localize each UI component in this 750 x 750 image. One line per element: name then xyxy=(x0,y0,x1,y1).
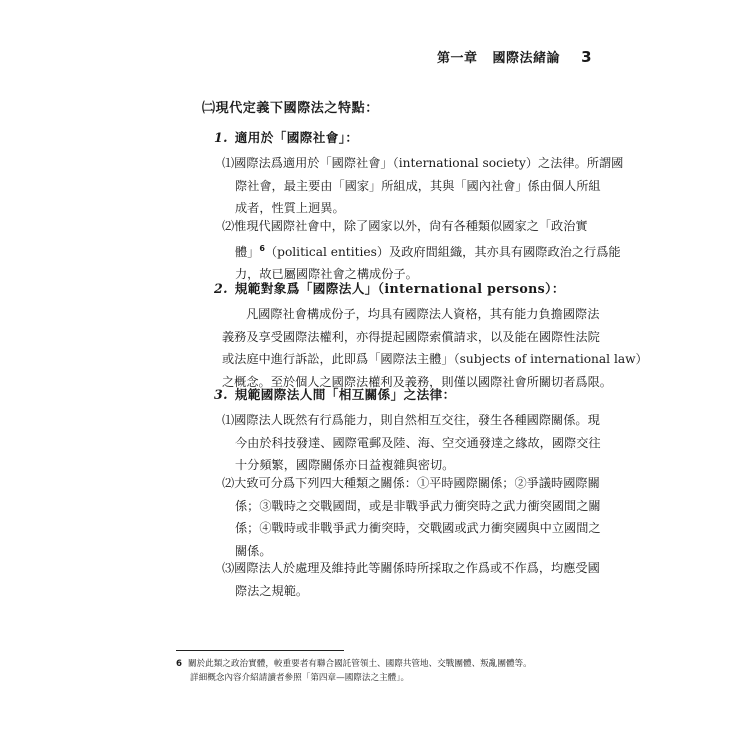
text-line: ⑶國際法人於處理及維持此等關係時所採取之作爲或不作爲，均應受國 xyxy=(222,561,600,575)
point-1-heading xyxy=(214,127,358,146)
point-3-number: 3. xyxy=(214,387,228,402)
point-1-number: 1. xyxy=(214,130,228,145)
text-line: 成者，性質上迥異。 xyxy=(235,201,345,215)
text-line: 係；④戰時或非戰爭武力衝突時，交戰國或武力衝突國與中立國間之 xyxy=(235,521,601,535)
footnote-reference[interactable]: 6 xyxy=(259,243,265,253)
text-line: 十分頻繁，國際關係亦日益複雜與密切。 xyxy=(235,458,455,472)
text-line: 力，故已屬國際社會之構成份子。 xyxy=(235,267,418,282)
text-line: 關係。 xyxy=(235,543,272,558)
text-line-with-ref xyxy=(222,238,621,264)
text-line: ⑴國際法人既然有行爲能力，則自然相互交往，發生各種國際關係。現 xyxy=(222,413,600,427)
footnote-divider xyxy=(176,650,344,651)
text-fragment: 體」 xyxy=(235,244,260,259)
text-line: 際社會，最主要由「國家」所組成，其與「國內社會」係由個人所組 xyxy=(235,178,601,193)
text-line: 凡國際社會構成份子，均具有國際法人資格，其有能力負擔國際法 xyxy=(246,307,600,321)
section-heading: ㈡現代定義下國際法之特點： xyxy=(202,101,379,116)
text-line: ⑵惟現代國際社會中，除了國家以外，尙有各種類似國家之「政治實 xyxy=(222,219,588,233)
point-3-item-1 xyxy=(222,409,601,477)
point-1-item-1 xyxy=(222,152,623,220)
footnote-text: 關於此類之政治實體，較重要者有聯合國託管領土、國際共管地、交戰團體、叛亂團體等。 xyxy=(187,659,532,669)
point-2-title: 規範對象爲「國際法人」（international persons）： xyxy=(234,281,565,296)
point-2-heading xyxy=(214,278,565,297)
text-line: ⑵大致可分爲下列四大種類之關係：①平時國際關係；②爭議時國際關 xyxy=(222,476,600,490)
page-number: 3 xyxy=(581,48,592,66)
text-line: ⑴國際法爲適用於「國際社會」（international society）之法律。所謂國 xyxy=(222,156,624,170)
point-3-item-3 xyxy=(222,557,600,602)
footnote-line: 詳細概念內容介紹請讀者參照「第四章—國際法之主體」。 xyxy=(190,673,410,683)
running-header xyxy=(437,47,592,66)
point-1-title: 適用於「國際社會」： xyxy=(234,130,359,145)
footnote-mark: 6 xyxy=(176,659,182,669)
chapter-label: 第一章 xyxy=(436,51,478,66)
text-line: 際法之規範。 xyxy=(235,583,309,598)
point-3-heading xyxy=(214,384,456,403)
point-2-number: 2. xyxy=(214,281,228,296)
text-fragment: （political entities）及政府間組織，其亦具有國際政治之行爲能 xyxy=(264,244,621,259)
footnote-line xyxy=(176,657,532,671)
text-line: 係；③戰時之交戰國間，或是非戰爭武力衝突時之武力衝突國間之關 xyxy=(235,498,601,513)
point-2-paragraph xyxy=(222,303,648,393)
text-line: 之概念。至於個人之國際法權利及義務，則僅以國際社會所關切者爲限。 xyxy=(222,374,612,389)
text-line: 義務及享受國際法權利，亦得提起國際索償請求，以及能在國際性法院 xyxy=(222,329,600,344)
chapter-title: 國際法緒論 xyxy=(492,51,561,66)
footnote xyxy=(176,657,532,685)
text-line: 或法庭中進行訴訟，此即爲「國際法主體」（subjects of international law） xyxy=(222,352,648,366)
text-line: 今由於科技發達、國際電郵及陸、海、空交通發達之緣故，國際交往 xyxy=(235,435,601,450)
point-3-item-2 xyxy=(222,472,601,562)
point-1-item-2 xyxy=(222,215,621,286)
point-3-title: 規範國際法人間「相互關係」之法律： xyxy=(234,387,456,402)
